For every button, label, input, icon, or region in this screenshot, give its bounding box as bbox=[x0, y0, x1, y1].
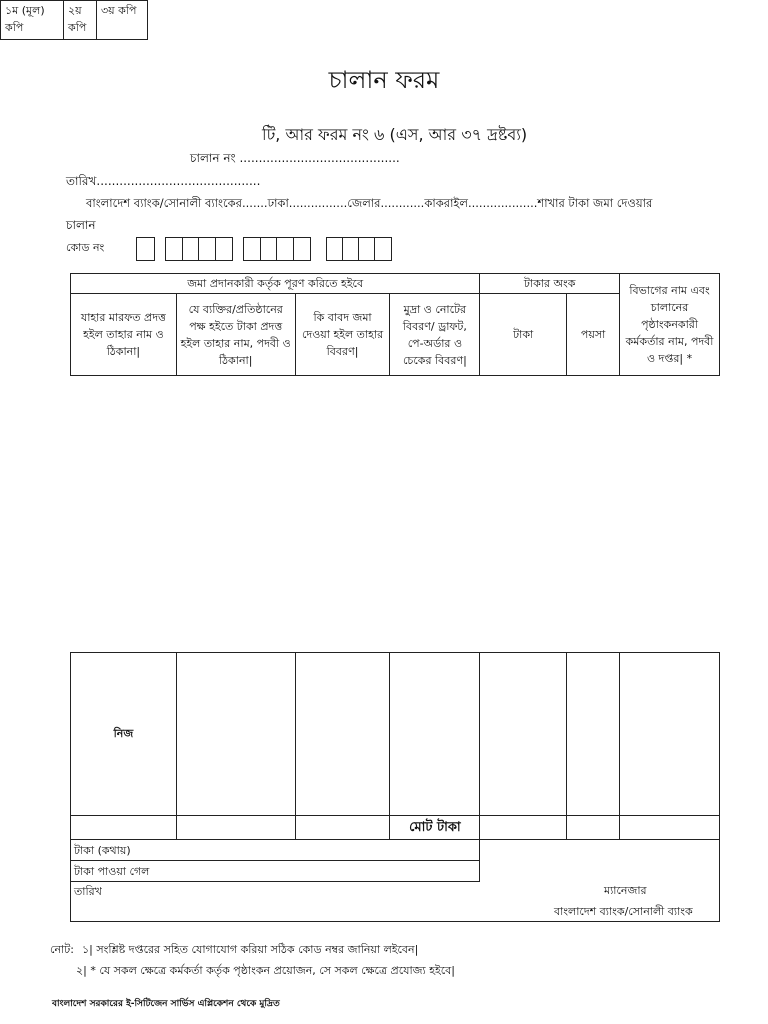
copy-boxes bbox=[0, 0, 148, 40]
note-label: নোট: bbox=[50, 943, 74, 956]
copy-first bbox=[1, 1, 64, 40]
copy-first-line2: কপি bbox=[5, 21, 24, 34]
copy-third: ৩য় কপি bbox=[97, 1, 148, 40]
col-currency-details: মুদ্রা ও নোটের বিবরণ/ ড্রাফট, পে-অর্ডার ও চেকের বিবরণ| bbox=[390, 294, 480, 376]
entry-cell-2[interactable] bbox=[176, 653, 295, 816]
code-box-2[interactable] bbox=[165, 237, 233, 261]
entry-cell-paisa[interactable] bbox=[567, 653, 620, 816]
footer-printed-by: বাংলাদেশ সরকারের ই-সিটিজেন সার্ভিস এপ্লিকেশন থেকে মুদ্রিত bbox=[52, 999, 280, 1009]
total-paisa[interactable] bbox=[567, 816, 620, 840]
total-label: মোট টাকা bbox=[390, 816, 480, 840]
col-paid-by: যাহার মারফত প্রদত্ত হইল তাহার নাম ও ঠিকানা| bbox=[71, 294, 177, 376]
entry-cell-dept[interactable] bbox=[620, 653, 720, 816]
manager-label: ম্যানেজার bbox=[604, 884, 647, 897]
col-taka: টাকা bbox=[480, 294, 567, 376]
copy-second-line2: কপি bbox=[68, 21, 87, 34]
form-title: চালান ফরম bbox=[328, 66, 440, 94]
bank-line: বাংলাদেশ ব্যাংক/সোনালী ব্যাংকের.......ঢাকা................জেলার............কাকরাইল...................শাখার টাকা জমা দেওয়ার bbox=[86, 196, 653, 210]
receipt-date[interactable]: তারিখ bbox=[71, 882, 480, 922]
form-subtitle: টি, আর ফরম নং ৬ (এস, আর ৩৭ দ্রষ্টব্য) bbox=[262, 125, 528, 144]
entry-cell-3[interactable] bbox=[295, 653, 390, 816]
col-paisa: পয়সা bbox=[567, 294, 620, 376]
amount-in-words[interactable]: টাকা (কথায়) bbox=[71, 840, 480, 861]
copy-second-line1: ২য় bbox=[68, 4, 82, 17]
nij-cell: নিজ bbox=[71, 653, 177, 816]
code-box-4[interactable] bbox=[326, 237, 392, 261]
entry-cell-taka[interactable] bbox=[480, 653, 567, 816]
col-purpose: কি বাবদ জমা দেওয়া হইল তাহার বিবরণ| bbox=[295, 294, 390, 376]
col-on-behalf-of: যে ব্যক্তির/প্রতিষ্ঠানের পক্ষ হইতে টাকা প্রদত্ত হইল তাহার নাম, পদবী ও ঠিকানা| bbox=[176, 294, 295, 376]
note-1: ১| সংশ্লিষ্ট দপ্তরের সহিত যোগাযোগ করিয়া সঠিক কোড নম্বর জানিয়া লইবেন| bbox=[82, 943, 419, 956]
bank-signature-label: বাংলাদেশ ব্যাংক/সোনালী ব্যাংক bbox=[554, 905, 693, 918]
copy-second bbox=[64, 1, 97, 40]
note-2: ২| * যে সকল ক্ষেত্রে কর্মকর্তা কর্তৃক পৃষ্ঠাংকন প্রয়োজন, সে সকল ক্ষেত্রে প্রযোজ্য হইবে| bbox=[76, 964, 455, 977]
challan-number-line[interactable]: চালান নং .......................................... bbox=[190, 151, 400, 165]
depositor-header: জমা প্রদানকারী কর্তৃক পূরণ করিতে হইবে bbox=[71, 274, 480, 294]
date-line[interactable]: তারিখ........................................... bbox=[66, 174, 261, 188]
amount-received[interactable]: টাকা পাওয়া গেল bbox=[71, 861, 480, 882]
code-box-3[interactable] bbox=[243, 237, 311, 261]
code-no-label: কোড নং bbox=[66, 241, 105, 254]
entry-cell-4[interactable] bbox=[390, 653, 480, 816]
total-dept[interactable] bbox=[620, 816, 720, 840]
code-box-1[interactable] bbox=[136, 237, 155, 261]
deposit-table-header bbox=[70, 273, 720, 376]
copy-first-line1: ১ম (মূল) bbox=[5, 4, 45, 17]
amount-header: টাকার অংক bbox=[480, 274, 620, 294]
total-taka[interactable] bbox=[480, 816, 567, 840]
challan-word: চালান bbox=[66, 218, 96, 232]
department-header: বিভাগের নাম এবং চালানের পৃষ্ঠাংকনকারী কর্মকর্তার নাম, পদবী ও দপ্তর| * bbox=[620, 274, 720, 376]
